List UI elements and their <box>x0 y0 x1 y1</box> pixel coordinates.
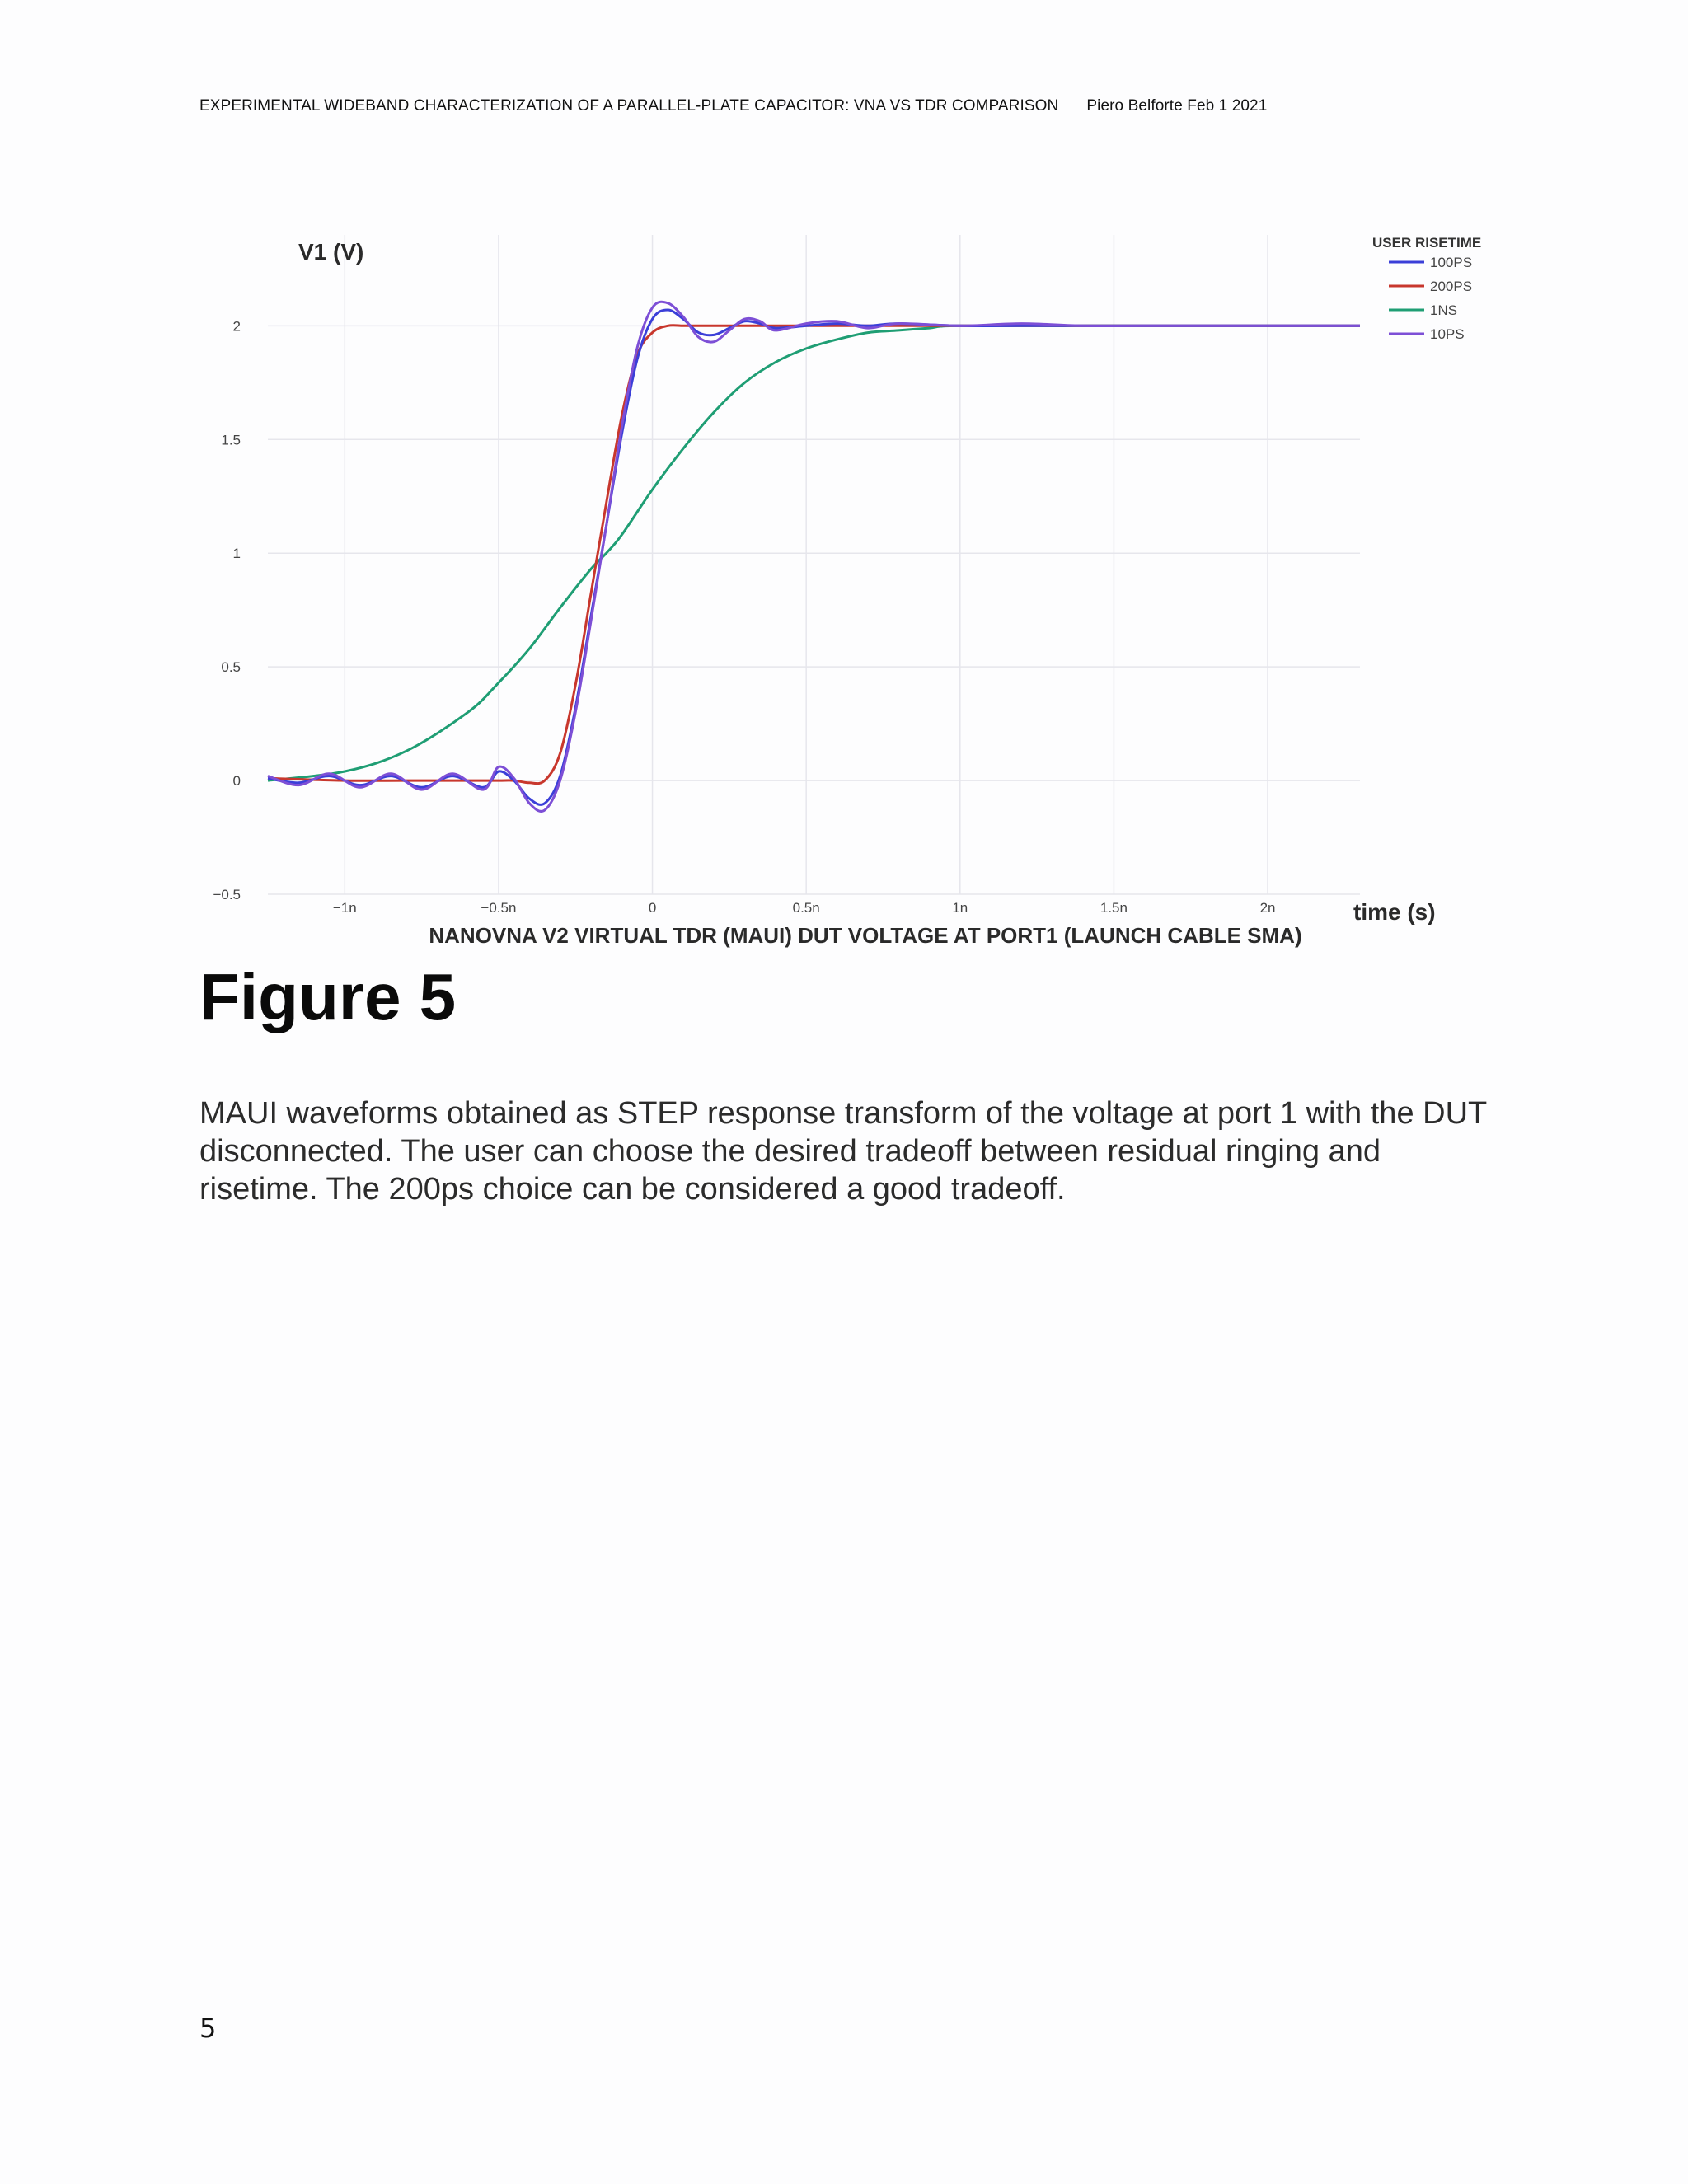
y-tick-label: 1.5 <box>221 432 241 448</box>
figure-chart <box>190 223 1508 964</box>
x-tick-label: −1n <box>332 900 357 916</box>
x-tick-label: −0.5n <box>481 900 517 916</box>
x-tick-label: 0 <box>648 900 657 916</box>
legend-label: 100PS <box>1430 255 1473 270</box>
x-tick-label: 2n <box>1259 900 1276 916</box>
y-tick-label: 2 <box>232 318 241 335</box>
x-axis-label: time (s) <box>1353 899 1436 925</box>
author-date: Piero Belforte Feb 1 2021 <box>1086 97 1268 115</box>
step-response-chart <box>190 223 1508 964</box>
x-tick-label: 1n <box>952 900 968 916</box>
series-line-100ps <box>268 310 1360 804</box>
y-axis-label: V1 (V) <box>298 239 364 265</box>
series-line-10ps <box>268 302 1360 811</box>
x-tick-label: 1.5n <box>1100 900 1128 916</box>
legend-title: USER RISETIME <box>1372 235 1482 251</box>
legend-label: 1NS <box>1430 302 1458 318</box>
y-tick-label: 0 <box>232 773 241 790</box>
x-tick-labels <box>333 900 1276 916</box>
series-line-200ps <box>268 326 1360 784</box>
paper-title: EXPERIMENTAL WIDEBAND CHARACTERIZATION OF A PARALLEL-PLATE CAPACITOR: VNA VS TDR COMPARISON <box>199 97 1059 115</box>
legend-label: 200PS <box>1430 279 1473 294</box>
chart-grid <box>268 235 1360 894</box>
y-tick-label: 0.5 <box>221 659 241 676</box>
y-tick-labels <box>213 318 241 902</box>
running-header <box>199 97 1267 115</box>
chart-legend <box>1372 235 1481 342</box>
figure-caption: MAUI waveforms obtained as STEP response transform of the voltage at port 1 with the DUT disconnected. The user can choose the desired tradeoff between residual ringing and risetime. The 200ps choice can be considered a good tradeoff. <box>199 1096 1487 1207</box>
legend-label: 10PS <box>1430 326 1465 342</box>
y-tick-label: −0.5 <box>213 887 241 902</box>
x-tick-label: 0.5n <box>792 900 820 916</box>
y-tick-label: 1 <box>232 546 241 562</box>
chart-title: NANOVNA V2 VIRTUAL TDR (MAUI) DUT VOLTAGE AT PORT1 (LAUNCH CABLE SMA) <box>429 923 1302 948</box>
series-lines <box>268 302 1360 811</box>
page-number: 5 <box>199 2013 217 2044</box>
figure-label: Figure 5 <box>199 960 457 1033</box>
